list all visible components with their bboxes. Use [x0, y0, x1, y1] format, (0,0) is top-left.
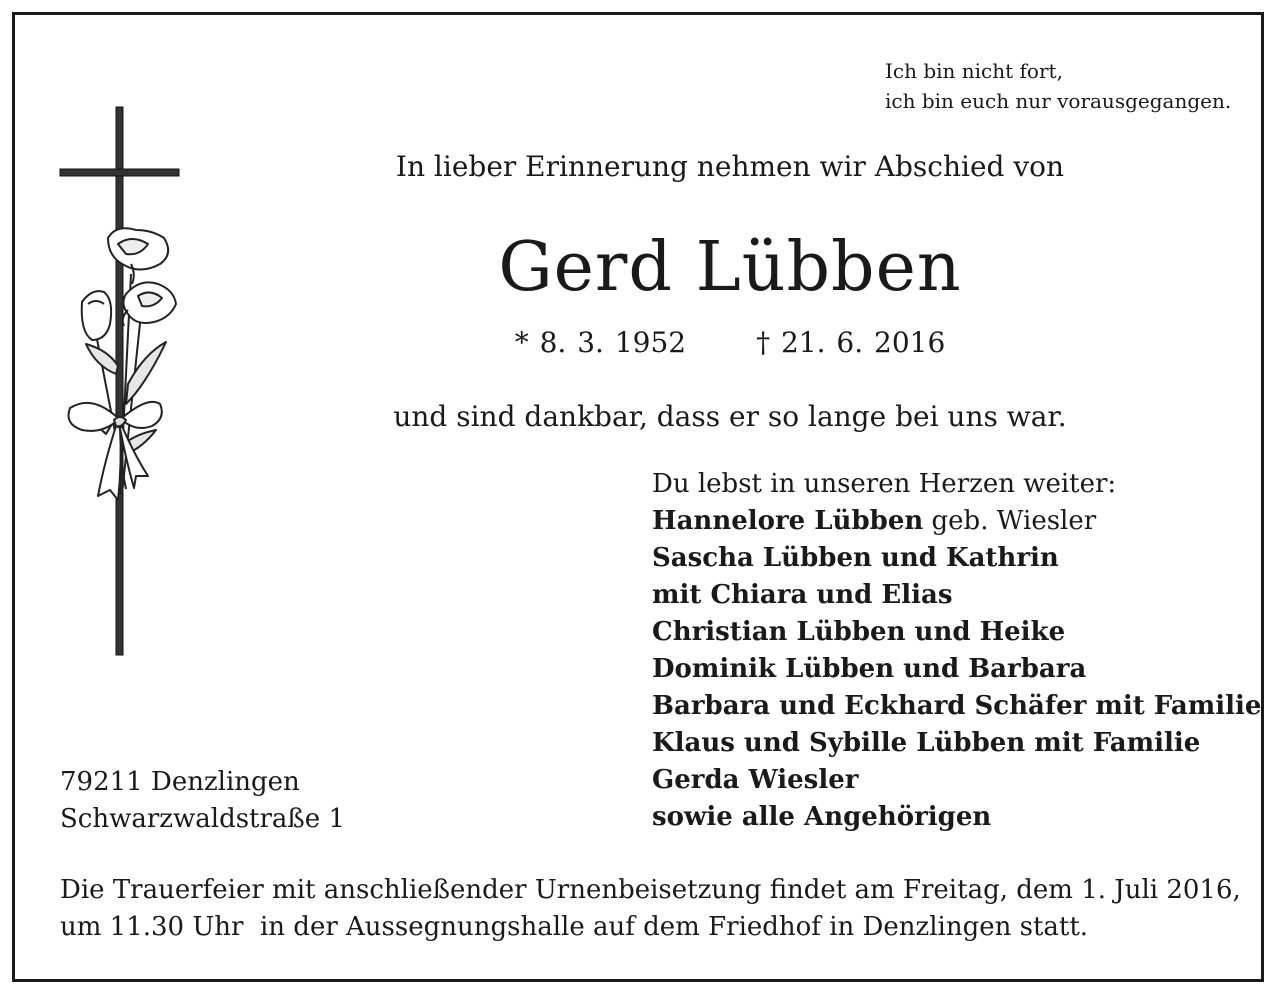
- mourner-name: Klaus und Sybille Lübben mit Familie: [652, 728, 1201, 758]
- list-item: [652, 799, 1261, 836]
- deceased-name: Gerd Lübben: [498, 228, 962, 307]
- life-dates: [0, 326, 1280, 359]
- list-item: [652, 503, 1261, 540]
- motto: [885, 56, 1231, 116]
- thanks-text: und sind dankbar, dass er so lange bei uns war.: [393, 400, 1067, 433]
- motto-line-1: Ich bin nicht fort,: [885, 59, 1063, 83]
- ceremony-line-2: um 11.30 Uhr in der Aussegnungshalle auf dem Friedhof in Denzlingen statt.: [60, 912, 1089, 942]
- list-item: [652, 725, 1261, 762]
- intro-text: In lieber Erinnerung nehmen wir Abschied von: [395, 150, 1065, 183]
- mourner-name: Dominik Lübben und Barbara: [652, 654, 1087, 684]
- mourner-name: Hannelore Lübben: [652, 506, 924, 536]
- cross-icon: [56, 104, 186, 660]
- mourner-note: geb. Wiesler: [923, 506, 1097, 536]
- mourner-name: Gerda Wiesler: [652, 765, 859, 795]
- mourner-name: mit Chiara und Elias: [652, 580, 953, 610]
- mourner-name: sowie alle Angehörigen: [652, 802, 992, 832]
- list-item: [652, 688, 1261, 725]
- address-street: Schwarzwaldstraße 1: [60, 804, 345, 834]
- mourners-heading: Du lebst in unseren Herzen weiter:: [652, 469, 1117, 499]
- list-item: [652, 614, 1261, 651]
- motto-line-2: ich bin euch nur vorausgegangen.: [885, 89, 1232, 113]
- death-date: † 21. 6. 2016: [756, 326, 946, 359]
- mourner-name: Christian Lübben und Heike: [652, 617, 1066, 647]
- mourner-name: Barbara und Eckhard Schäfer mit Familie: [652, 691, 1262, 721]
- list-item: [652, 651, 1261, 688]
- ceremony-info: [60, 872, 1240, 946]
- mourners-list: [652, 466, 1261, 836]
- list-item: [652, 540, 1261, 577]
- list-item: [652, 577, 1261, 614]
- mourner-name: Sascha Lübben und Kathrin: [652, 543, 1059, 573]
- birth-date: * 8. 3. 1952: [514, 326, 687, 359]
- address-city: 79211 Denzlingen: [60, 767, 300, 797]
- address: [60, 764, 345, 838]
- ceremony-line-1: Die Trauerfeier mit anschließender Urnenbeisetzung findet am Freitag, dem 1. Juli 2016,: [60, 875, 1241, 905]
- list-item: [652, 762, 1261, 799]
